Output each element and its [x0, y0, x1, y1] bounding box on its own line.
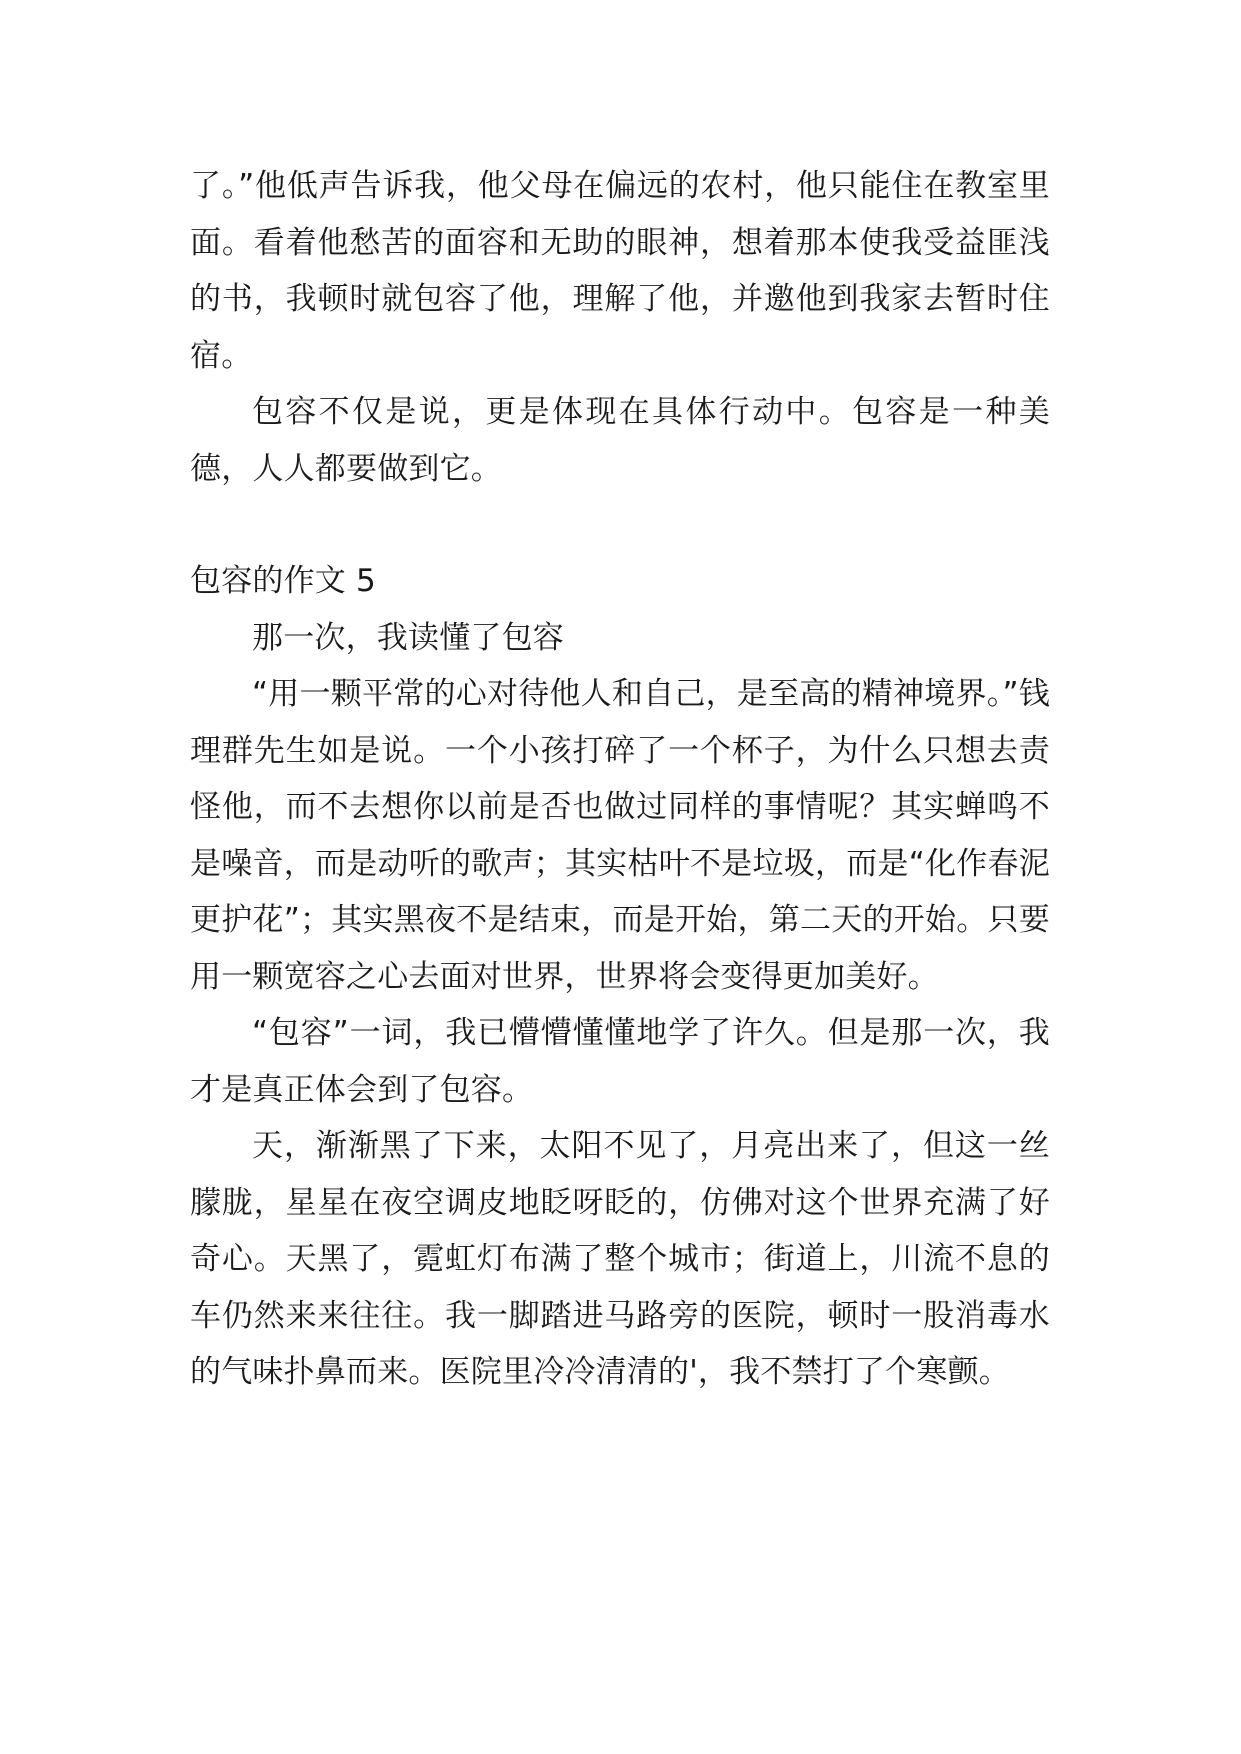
body-paragraph: “包容”一词，我已懵懵懂懂地学了许久。但是那一次，我才是真正体会到了包容。 [190, 1015, 1050, 1108]
document-body [190, 158, 1050, 1401]
essay-title: 包容的作文 5 [190, 563, 376, 599]
essay-subtitle: 那一次，我读懂了包容 [252, 619, 564, 656]
body-paragraph: “用一颗平常的心对待他人和自己，是至高的精神境界。”钱理群先生如是说。一个小孩打碎了一个杯子，为什么只想去责怪他，而不去想你以前是否也做过同样的事情呢？其实蝉鸣不是噪音，而是动听的歌声；其实枯叶不是垃圾，而是“化作春泥更护花”；其实黑夜不是结束，而是开始，第二天的开始。只要用一颗宽容之心去面对世界，世界将会变得更加美好。 [190, 676, 1050, 995]
body-paragraph: 天，渐渐黑了下来，太阳不见了，月亮出来了，但这一丝朦胧，星星在夜空调皮地眨呀眨的，仿佛对这个世界充满了好奇心。天黑了，霓虹灯布满了整个城市；街道上，川流不息的车仍然来来往往。我一脚踏进马路旁的医院，顿时一股消毒水的气味扑鼻而来。医院里冷冷清清的'，我不禁打了个寒颤。 [190, 1128, 1050, 1390]
continuation-paragraph: 了。”他低声告诉我，他父母在偏远的农村，他只能住在教室里面。看着他愁苦的面容和无助的眼神，想着那本使我受益匪浅的书，我顿时就包容了他，理解了他，并邀他到我家去暂时住宿。 [190, 168, 1050, 374]
closing-paragraph: 包容不仅是说，更是体现在具体行动中。包容是一种美德，人人都要做到它。 [190, 394, 1050, 487]
